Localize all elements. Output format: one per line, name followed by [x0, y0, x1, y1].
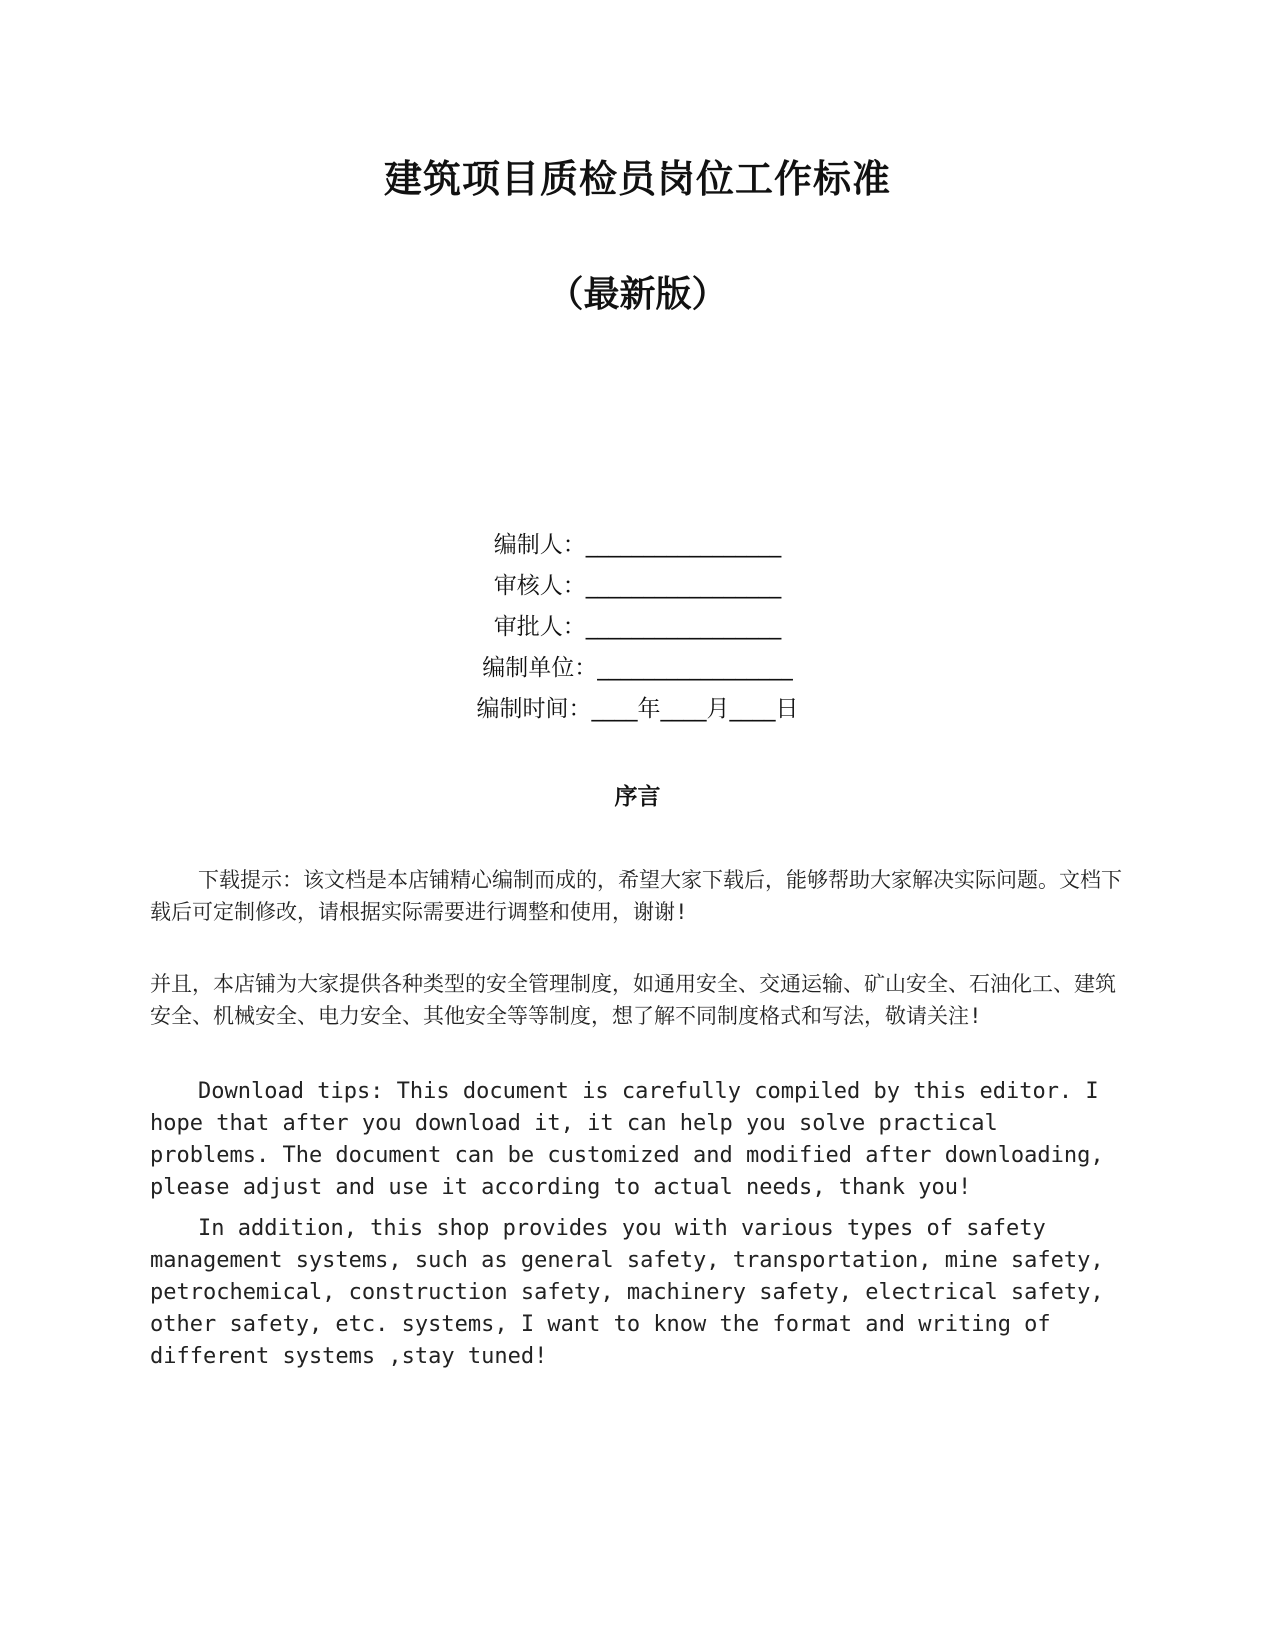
meta-row-approver [0, 607, 1275, 648]
meta-row-reviewer [0, 566, 1275, 607]
meta-label: 编制单位： [482, 655, 598, 681]
preface-heading: 序言 [614, 783, 661, 810]
meta-fields [0, 525, 1275, 730]
paragraph-en-addition: In addition, this shop provides you with various types of safety management systems, such as general safety, transportation, mine safety, petrochemical, construction safety, machinery safety, electrical safety, other safety, etc. systems, I want to know the format and writing of different systems ,stay tuned! [150, 1216, 1104, 1369]
document-subtitle: （最新版） [547, 273, 728, 315]
meta-row-compiler [0, 525, 1275, 566]
paragraph-cn-addition: 并且，本店铺为大家提供各种类型的安全管理制度，如通用安全、交通运输、矿山安全、石油化工、建筑安全、机械安全、电力安全、其他安全等等制度，想了解不同制度格式和写法，敬请关注! [150, 972, 1116, 1028]
paragraph-cn-download-tip: 下载提示：该文档是本店铺精心编制而成的，希望大家下载后，能够帮助大家解决实际问题。文档下载后可定制修改，请根据实际需要进行调整和使用，谢谢! [150, 868, 1122, 924]
meta-blank: _________________ [585, 532, 782, 558]
meta-label: 审核人： [493, 573, 586, 599]
meta-row-unit [0, 648, 1275, 689]
meta-label: 编制时间： [476, 696, 592, 722]
meta-label: 编制人： [493, 532, 586, 558]
meta-blank: _________________ [597, 655, 793, 681]
meta-blank: ____年____月____日 [591, 696, 799, 722]
meta-row-date [0, 689, 1275, 730]
document-title: 建筑项目质检员岗位工作标准 [383, 156, 891, 201]
meta-blank: _________________ [585, 614, 782, 640]
paragraph-en-download-tip: Download tips: This document is carefully compiled by this editor. I hope that after you download it, it can help you solve practical problems. The document can be customized and modified after downloading, please adjust and use it according to actual needs, thank you! [150, 1079, 1104, 1200]
meta-label: 审批人： [493, 614, 586, 640]
meta-blank: _________________ [585, 573, 782, 599]
